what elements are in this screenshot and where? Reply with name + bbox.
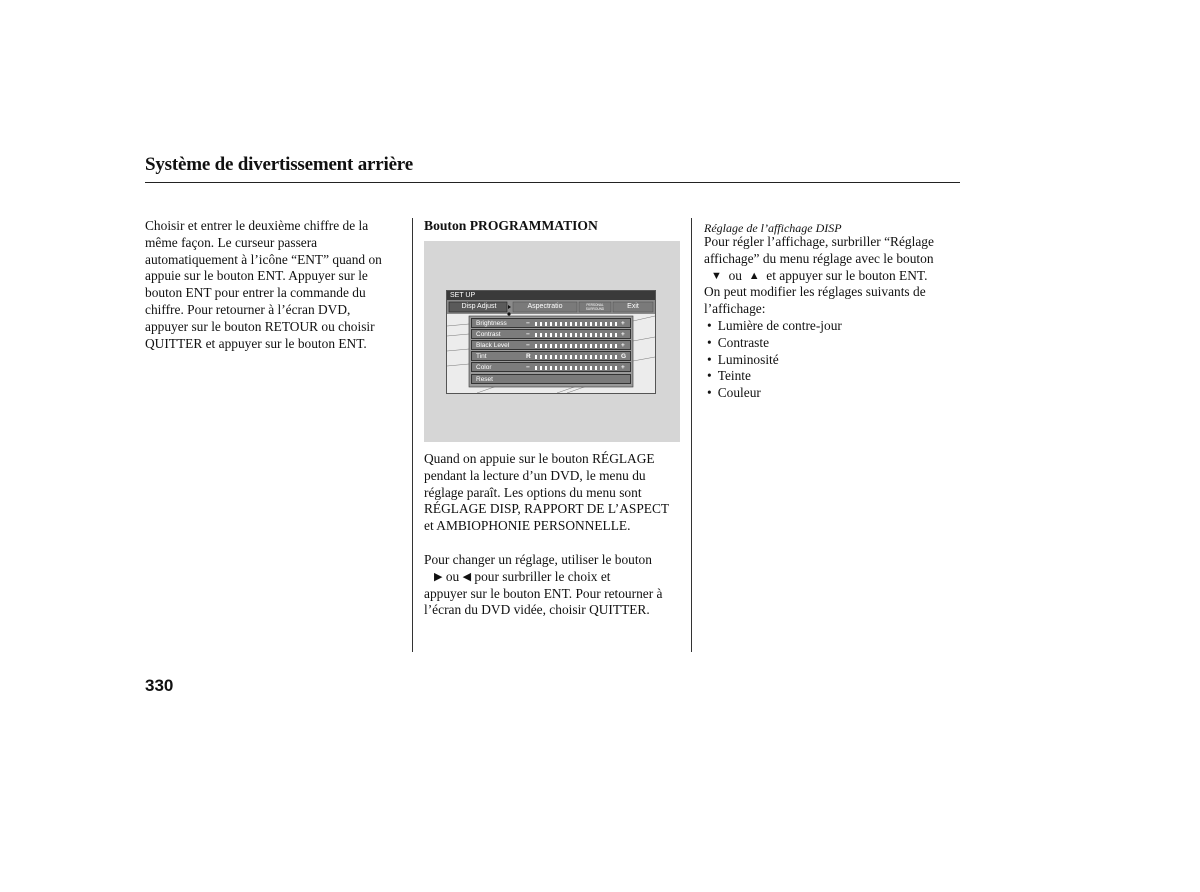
middle-line-tail: pour surbriller le choix et bbox=[474, 568, 611, 584]
setting-label: Contrast bbox=[476, 331, 501, 338]
right-line: Pour régler l’affichage, surbriller “Réglage bbox=[704, 234, 934, 249]
right-line-tail: et appuyer sur le bouton ENT. bbox=[766, 267, 928, 283]
setting-right-symbol: + bbox=[621, 364, 625, 371]
left-line: appuie sur le bouton ENT. Appuyer sur le bbox=[145, 268, 368, 284]
middle-line: l’écran du DVD vidée, choisir QUITTER. bbox=[424, 602, 650, 618]
column-divider-right bbox=[691, 218, 692, 652]
middle-line: appuyer sur le bouton ENT. Pour retourner à bbox=[424, 585, 663, 601]
or-word: ou bbox=[445, 568, 460, 584]
setting-row bbox=[471, 362, 631, 372]
setting-slider-track bbox=[535, 344, 617, 348]
up-arrow-icon: ▲ bbox=[748, 269, 760, 282]
middle-line: Quand on appuie sur le bouton RÉGLAGE bbox=[424, 451, 655, 466]
middle-paragraph-1 bbox=[424, 451, 684, 535]
right-line: On peut modifier les réglages suivants de bbox=[704, 284, 926, 300]
tab-aspectratio: Aspectratio bbox=[527, 303, 563, 310]
right-column bbox=[704, 234, 960, 402]
italic-heading: Réglage de l’affichage DISP bbox=[704, 221, 842, 235]
left-line: appuyer sur le bouton RETOUR ou choisir bbox=[145, 318, 375, 334]
setup-screen-illustration bbox=[446, 290, 656, 394]
setting-label: Color bbox=[476, 364, 492, 371]
setting-right-symbol: + bbox=[621, 342, 625, 349]
setting-right-symbol: + bbox=[621, 320, 625, 327]
middle-line: réglage paraît. Les options du menu sont bbox=[424, 484, 642, 500]
or-word: ou bbox=[728, 267, 742, 283]
title-divider bbox=[145, 182, 960, 183]
screen-title: SET UP bbox=[450, 292, 476, 299]
section-heading: Bouton PROGRAMMATION bbox=[424, 218, 598, 233]
middle-line-with-arrows bbox=[424, 569, 686, 586]
setting-slider-track bbox=[535, 333, 617, 337]
setting-left-symbol: − bbox=[526, 342, 530, 349]
tab-exit: Exit bbox=[627, 303, 639, 310]
setting-row bbox=[471, 340, 631, 350]
left-line: automatiquement à l’icône “ENT” quand on bbox=[145, 251, 382, 267]
settings-list bbox=[704, 318, 960, 402]
middle-line: RÉGLAGE DISP, RAPPORT DE L’ASPECT bbox=[424, 501, 670, 517]
setting-row bbox=[471, 318, 631, 328]
middle-paragraph-2 bbox=[424, 552, 686, 619]
setting-left-symbol: − bbox=[526, 320, 530, 327]
right-line-with-arrows bbox=[704, 268, 960, 285]
setting-row bbox=[471, 351, 631, 361]
left-line: Choisir et entrer le deuxième chiffre de la bbox=[145, 218, 369, 233]
setting-label: Black Level bbox=[476, 342, 510, 349]
list-item: • Contraste bbox=[707, 335, 960, 352]
page-number: 330 bbox=[145, 676, 174, 695]
setting-label: Tint bbox=[476, 353, 487, 360]
down-arrow-icon: ▼ bbox=[711, 269, 722, 282]
right-arrow-icon: ▶ bbox=[434, 570, 443, 583]
left-line: QUITTER et appuyer sur le bouton ENT. bbox=[145, 335, 367, 351]
column-divider-left bbox=[412, 218, 413, 652]
setting-slider-track bbox=[535, 366, 617, 370]
setting-left-symbol: R bbox=[526, 353, 531, 360]
setting-slider-track bbox=[535, 355, 617, 359]
list-item: • Lumière de contre-jour bbox=[707, 318, 960, 335]
reset-row bbox=[471, 374, 631, 384]
tab-disp-adjust: Disp Adjust bbox=[461, 303, 497, 310]
right-line: l’affichage: bbox=[704, 301, 766, 317]
page-title: Système de divertissement arrière bbox=[145, 154, 413, 175]
left-column bbox=[145, 218, 400, 352]
list-item: • Luminosité bbox=[707, 352, 960, 369]
setting-slider-track bbox=[535, 322, 617, 326]
middle-line: et AMBIOPHONIE PERSONNELLE. bbox=[424, 518, 631, 534]
tab-personal-surround: PERSONAL SURROUND bbox=[585, 303, 605, 311]
left-line: chiffre. Pour retourner à l’écran DVD, bbox=[145, 301, 351, 317]
setting-left-symbol: − bbox=[526, 364, 530, 371]
setting-label: Brightness bbox=[476, 320, 507, 327]
middle-line: Pour changer un réglage, utiliser le bouton bbox=[424, 552, 652, 567]
setting-left-symbol: − bbox=[526, 331, 530, 338]
setting-right-symbol: G bbox=[621, 353, 627, 360]
left-line: même façon. Le curseur passera bbox=[145, 234, 318, 250]
setting-row bbox=[471, 329, 631, 339]
left-arrow-icon: ◀ bbox=[462, 570, 472, 583]
list-item: • Teinte bbox=[707, 368, 960, 385]
left-line: bouton ENT pour entrer la commande du bbox=[145, 285, 366, 301]
setting-right-symbol: + bbox=[621, 331, 625, 338]
middle-line: pendant la lecture d’un DVD, le menu du bbox=[424, 467, 646, 483]
list-item: • Couleur bbox=[707, 385, 960, 402]
reset-label: Reset bbox=[476, 376, 493, 383]
right-line: affichage” du menu réglage avec le bouton bbox=[704, 250, 934, 266]
